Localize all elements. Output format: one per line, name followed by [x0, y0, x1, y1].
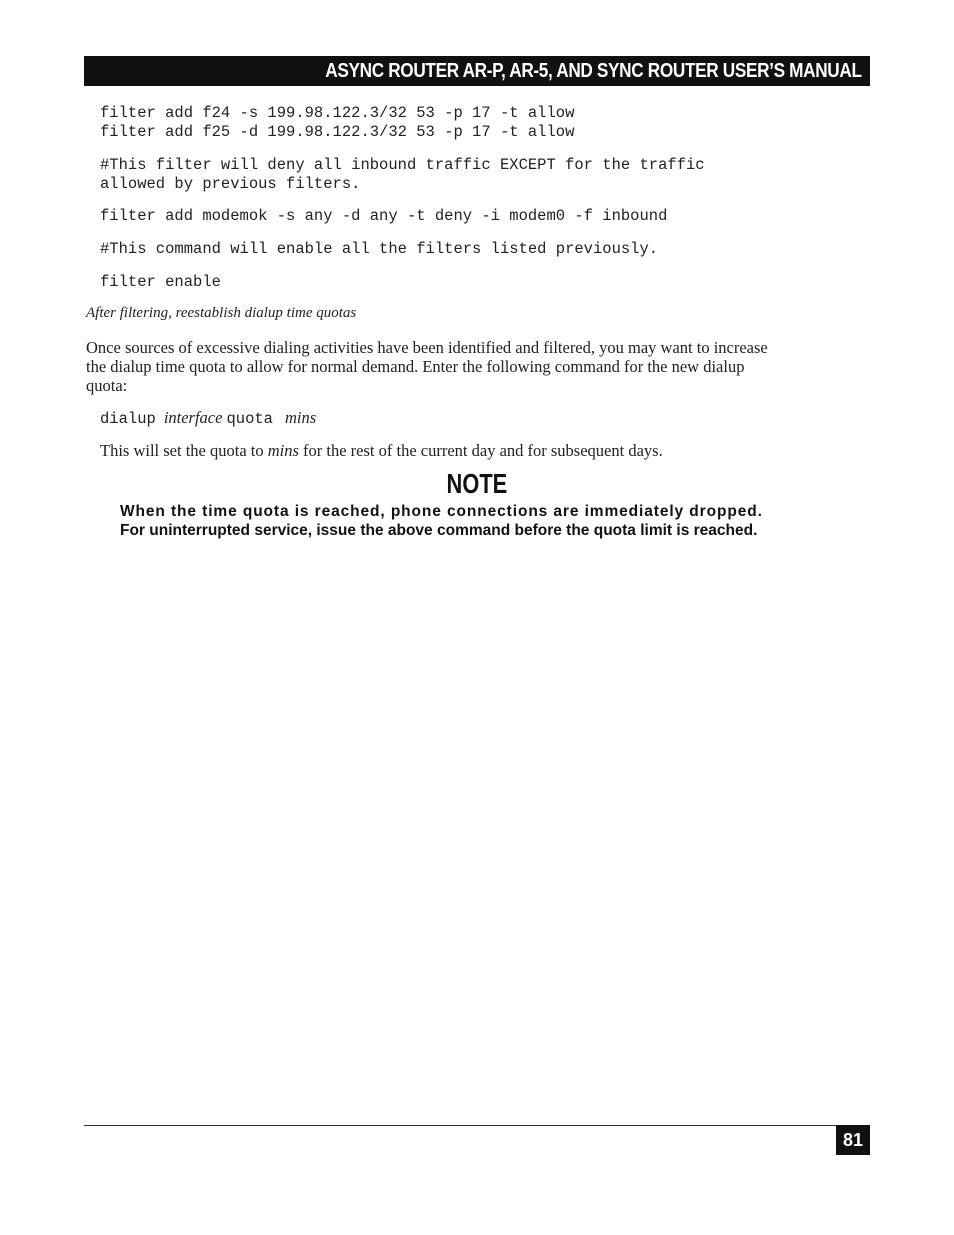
- section-heading: After filtering, reestablish dialup time quotas: [86, 305, 357, 321]
- paragraph-line-3: quota:: [86, 376, 128, 395]
- dialup-command-quota: quota: [226, 410, 273, 428]
- dialup-command-interface: interface: [163, 408, 223, 427]
- code-line-filter-modemok: filter add modemok -s any -d any -t deny -i modem0 -f inbound: [100, 207, 668, 225]
- paragraph-line-1: Once sources of excessive dialing activities have been identified and filtered, you may want to increase: [86, 338, 768, 357]
- dialup-command-mins: mins: [284, 408, 317, 427]
- paragraph-line-2: the dialup time quota to allow for normal demand. Enter the following command for the new dialup: [86, 357, 745, 376]
- code-line-filter-f25: filter add f25 -d 199.98.122.3/32 53 -p 17 -t allow: [100, 123, 575, 141]
- code-comment-deny-inbound-2: allowed by previous filters.: [100, 175, 361, 193]
- dialup-command: [100, 408, 316, 429]
- code-comment-deny-inbound-1: #This filter will deny all inbound traffic EXCEPT for the traffic: [100, 156, 705, 174]
- quota-explanation-prefix: This will set the quota to: [100, 441, 264, 460]
- dialup-command-keyword: dialup: [100, 410, 156, 428]
- running-header-title: ASYNC ROUTER AR-P, AR-5, AND SYNC ROUTER USER’S MANUAL: [325, 60, 862, 82]
- quota-explanation-suffix: for the rest of the current day and for subsequent days.: [303, 441, 663, 460]
- note-line-1: When the time quota is reached, phone connections are immediately dropped.: [120, 503, 763, 520]
- note-title: [0, 468, 954, 500]
- running-header: [84, 56, 870, 86]
- code-line-filter-enable: filter enable: [100, 273, 221, 291]
- quota-explanation-mins: mins: [267, 441, 299, 460]
- code-line-filter-f24: filter add f24 -s 199.98.122.3/32 53 -p 17 -t allow: [100, 104, 575, 122]
- note-line-2: For uninterrupted service, issue the above command before the quota limit is reached.: [120, 522, 758, 539]
- footer-rule: [84, 1125, 870, 1126]
- note-title-text: NOTE: [446, 468, 508, 499]
- quota-explanation: [100, 441, 663, 460]
- page-number: 81: [836, 1125, 870, 1155]
- code-comment-enable: #This command will enable all the filters listed previously.: [100, 240, 659, 258]
